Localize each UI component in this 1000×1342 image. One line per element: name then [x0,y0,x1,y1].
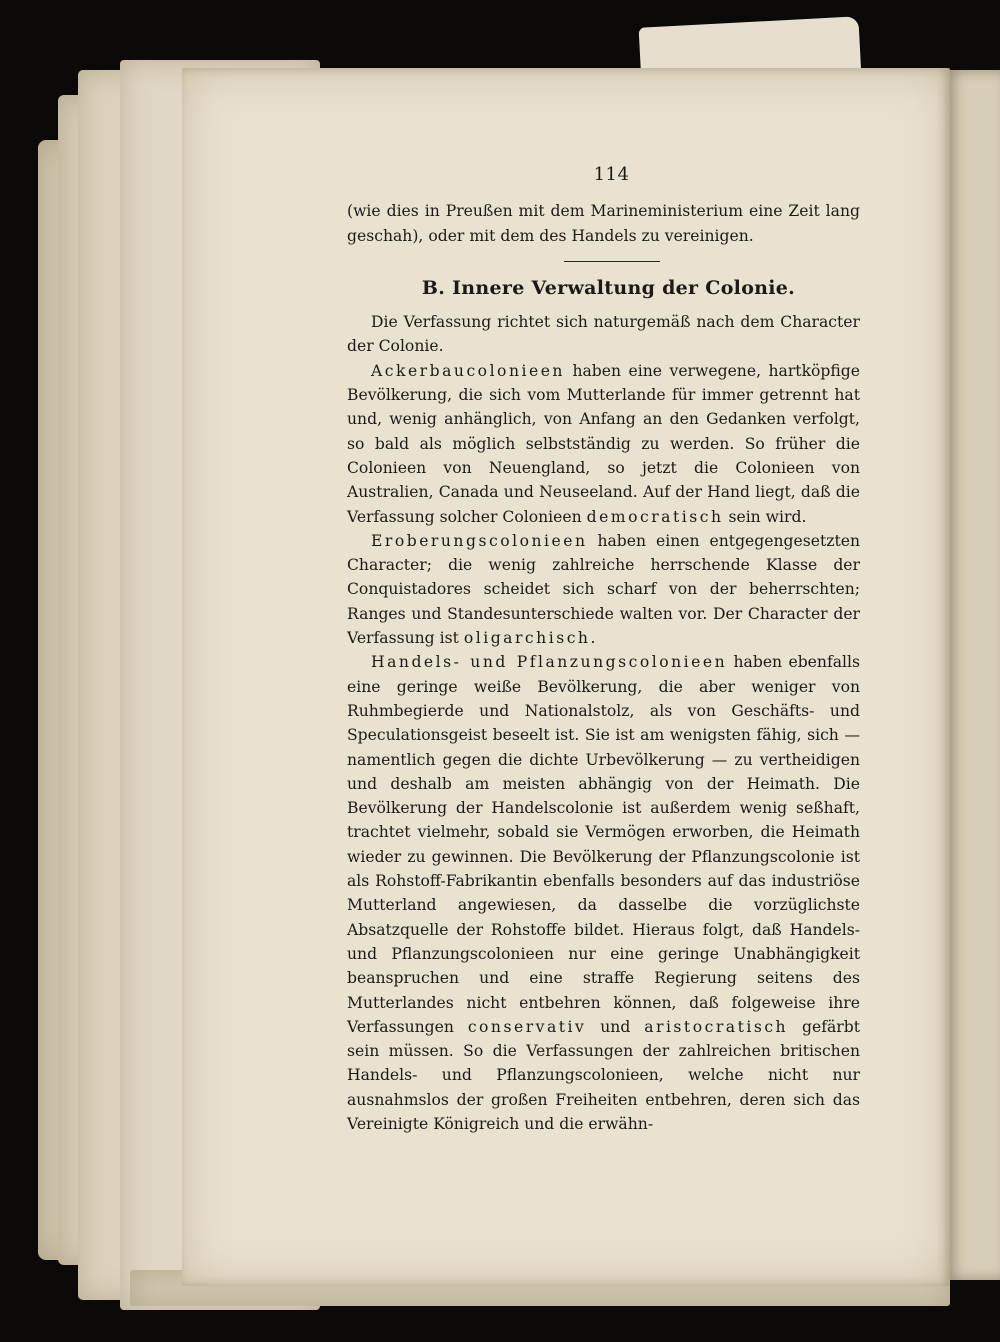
emphasis: oligarchisch [463,629,591,648]
paragraph-mid: und [586,1017,645,1036]
emphasis: aristocratisch [644,1017,789,1036]
paragraph-text: haben eine verwegene, hartköpfige Bevölkerung, die sich vom Mutterlande für immer getrennt hat und, wenig anhänglich, von Anfang an den Gedanken verfolgt, so bald als möglich selbstständig zu werden. So früher die Colonieen von Neuengland, so jetzt die Colonieen von Australien, Canada und Neuseeland. Auf der Hand liegt, daß die Verfassung solcher Colonieen [347,361,860,526]
paragraph-4 [347,650,860,1136]
paragraph-3 [347,529,860,650]
emphasis: democratisch [586,507,724,526]
facing-page-edge [945,70,1000,1280]
page-number: 114 [593,164,630,185]
paragraph-tail: . [590,629,596,648]
paragraph-lead: Handels- und Pflanzungscolonieen [371,653,728,672]
intro-paragraph: (wie dies in Preußen mit dem Marineministerium eine Zeit lang geschah), oder mit dem des Handels zu vereinigen. [347,202,860,245]
paragraph-lead: Ackerbaucolonieen [371,361,565,380]
book-page [182,68,950,1286]
paragraph-1 [347,310,860,359]
paragraph-lead: Eroberungscolonieen [371,531,588,550]
paragraph-tail: gefärbt sein müssen. So die Verfassungen der zahlreichen britischen Handels- und Pflanzungscolonieen, welche nicht nur ausnahmslos der großen Freiheiten entbehren, deren sich das Vereinigte Königreich und die erwähn- [347,1017,860,1133]
page-content [347,163,860,1136]
paragraph-text: Die Verfassung richtet sich naturgemäß nach dem Character der Colonie. [347,313,860,356]
section-heading: B. Innere Verwaltung der Colonie. [421,276,796,299]
paragraph-tail: sein wird. [723,507,807,526]
section-divider [564,261,660,262]
paragraph-text: haben einen entgegengesetzten Character; die wenig zahlreiche herrschende Klasse der Conquistadores scheidet sich scharf von der beherrschten; Ranges und Standesunterschiede walten vor. Der Character der Verfassung ist [347,531,860,648]
emphasis: conservativ [467,1017,587,1036]
paragraph-2 [347,359,860,529]
paragraph-text: haben ebenfalls eine geringe weiße Bevölkerung, die aber weniger von Ruhmbegierde und Nationalstolz, als von Geschäfts- und Speculationsgeist beseelt ist. Sie ist am wenigsten fähig, sich — namentlich gegen die dichte Urbevölkerung — zu vertheidigen und deshalb am meisten abhängig von der Heimath. Die Bevölkerung der Handelscolonie ist außerdem wenig seßhaft, trachtet vielmehr, sobald sie Vermögen erworben, die Heimath wieder zu gewinnen. Die Bevölkerung der Pflanzungscolonie ist als Rohstoff-Fabrikantin ebenfalls besonders auf das industriöse Mutterland angewiesen, da dasselbe die vorzüglichste Absatzquelle der Rohstoffe bildet. Hieraus folgt, daß Handels- und Pflanzungscolonieen nur eine geringe Unabhängigkeit beanspruchen und eine straffe Regierung seitens des Mutterlandes nicht entbehren können, daß folgeweise ihre Verfassungen [347,653,860,1036]
